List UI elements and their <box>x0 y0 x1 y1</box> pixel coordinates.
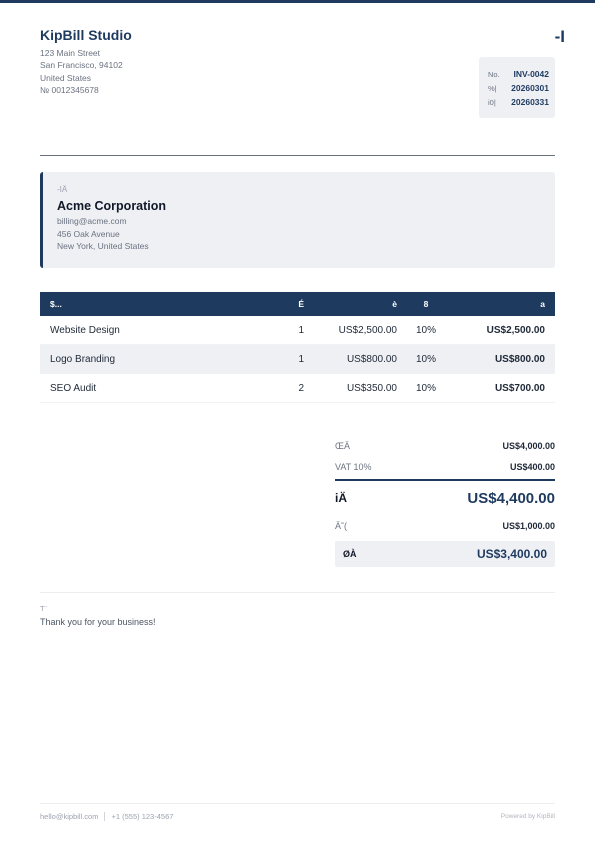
bill-to-box <box>40 172 555 268</box>
total-value: US$4,400.00 <box>467 489 555 507</box>
vat-row <box>335 456 555 477</box>
header-description: $... <box>50 299 62 309</box>
client-address-line: 456 Oak Avenue <box>57 228 120 239</box>
company-tax-id: № 0012345678 <box>40 84 99 95</box>
meta-label: i0| <box>488 97 496 107</box>
footer-email[interactable]: hello@kipbill.com <box>40 812 99 821</box>
bill-to-label: -IÄ <box>57 185 68 194</box>
table-row <box>40 345 555 374</box>
footer-phone[interactable]: +1 (555) 123-4567 <box>111 812 174 821</box>
item-quantity: 1 <box>298 353 304 365</box>
line-items-table <box>40 292 555 403</box>
notes-label: T¨ <box>40 604 48 613</box>
header-quantity: É <box>298 299 304 309</box>
meta-label: No. <box>488 69 500 79</box>
balance-label: ØÀ <box>343 549 357 559</box>
footer-divider <box>40 803 555 804</box>
due-date-row <box>488 95 549 109</box>
item-quantity: 2 <box>298 382 304 394</box>
total-label: iÄ <box>335 491 347 505</box>
balance-value: US$3,400.00 <box>476 547 547 561</box>
vat-label: VAT 10% <box>335 461 372 472</box>
item-description: SEO Audit <box>50 382 97 394</box>
vat-value: US$400.00 <box>509 461 555 472</box>
company-address-line: United States <box>40 72 92 83</box>
invoice-number: INV-0042 <box>513 69 549 79</box>
company-block <box>40 27 132 96</box>
paid-value: US$1,000.00 <box>502 520 555 531</box>
client-email: billing@acme.com <box>57 216 127 226</box>
paid-label: Ä˜( <box>335 520 347 531</box>
item-vat: 10% <box>415 324 436 336</box>
item-amount: US$800.00 <box>494 353 545 365</box>
notes-text: Thank you for your business! <box>40 617 156 627</box>
notes-divider <box>40 592 555 593</box>
item-description: Website Design <box>50 324 120 336</box>
top-accent-bar <box>0 0 595 3</box>
header-unit-price: è <box>392 299 397 309</box>
powered-by: Powered by KipBill <box>500 813 555 820</box>
item-amount: US$2,500.00 <box>486 324 545 336</box>
subtotal-row <box>335 435 555 456</box>
header-amount: a <box>540 299 545 309</box>
issue-date-row <box>488 81 549 95</box>
header-divider <box>40 155 555 156</box>
notes-block <box>40 604 156 627</box>
footer-contact <box>40 812 173 821</box>
item-unit-price: US$2,500.00 <box>338 324 397 336</box>
due-date: 20260331 <box>511 97 549 107</box>
totals-block <box>335 435 555 567</box>
issue-date: 20260301 <box>511 83 549 93</box>
company-name: KipBill Studio <box>40 27 132 43</box>
paid-row <box>335 515 555 536</box>
item-quantity: 1 <box>298 324 304 336</box>
company-address-line: 123 Main Street <box>40 48 101 58</box>
client-name: Acme Corporation <box>57 199 167 213</box>
document-title: -I <box>554 27 565 46</box>
footer-separator <box>104 812 105 821</box>
balance-due-box <box>335 541 555 567</box>
subtotal-value: US$4,000.00 <box>502 440 555 451</box>
item-description: Logo Branding <box>50 353 116 365</box>
table-header <box>40 292 555 316</box>
footer <box>40 812 555 821</box>
item-amount: US$700.00 <box>494 382 545 394</box>
meta-label: %| <box>488 83 497 93</box>
table-row <box>40 316 555 345</box>
item-vat: 10% <box>415 382 436 394</box>
company-address-line: San Francisco, 94102 <box>40 60 123 71</box>
table-row <box>40 374 555 403</box>
subtotal-label: ŒÄ <box>335 440 351 451</box>
header-vat: 8 <box>423 299 429 309</box>
invoice-number-row <box>488 67 549 81</box>
total-row <box>335 481 555 515</box>
client-address-line: New York, United States <box>57 241 149 251</box>
item-unit-price: US$800.00 <box>346 353 397 365</box>
item-unit-price: US$350.00 <box>346 382 397 394</box>
invoice-meta-box <box>479 57 555 118</box>
item-vat: 10% <box>415 353 436 365</box>
